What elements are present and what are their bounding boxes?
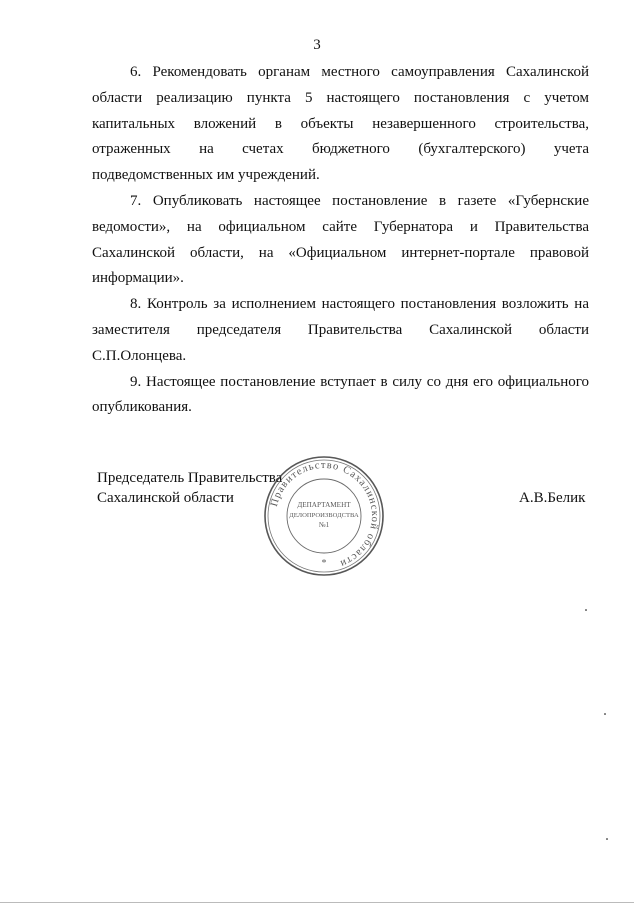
stamp-center-line3: №1 xyxy=(318,521,330,529)
scan-bottom-edge xyxy=(0,902,634,903)
page-number: 3 xyxy=(313,37,321,53)
signatory-position-line1: Председатель Правительства xyxy=(97,470,283,486)
scan-artifact-dot xyxy=(585,609,587,611)
paragraph-8: 8. Контроль за исполнением настоящего постановления возложить на заместителя председателя Правительства Сахалинской области С.П.Олонцева. xyxy=(92,296,589,364)
stamp-center-line1: ДЕПАРТАМЕНТ xyxy=(297,501,351,509)
stamp-ring-text: Правительство Сахалинской области xyxy=(268,459,381,570)
document-body xyxy=(92,60,589,421)
stamp-center-line2: ДЕЛОПРОИЗВОДСТВА xyxy=(289,512,359,519)
paragraph-6: 6. Рекомендовать органам местного самоуправления Сахалинской области реализацию пункта 5 настоящего постановления с учетом капитальных вложений в объекты незавершенного строительства, отраженных на счетах бюджетного (бухгалтерского) учета подведомственных им учреждений. xyxy=(92,64,589,184)
paragraph-7: 7. Опубликовать настоящее постановление в газете «Губернские ведомости», на официальном сайте Губернатора и Правительства Сахалинской области, на «Официальном интернет-портале правовой информации». xyxy=(92,192,589,287)
signatory-position xyxy=(97,468,282,508)
paragraph-9: 9. Настоящее постановление вступает в силу со дня его официального опубликования. xyxy=(92,373,589,416)
stamp-star: * xyxy=(321,558,327,569)
scan-artifact-dot xyxy=(604,713,606,715)
official-seal-stamp xyxy=(262,454,386,578)
signatory-position-line2: Сахалинской области xyxy=(97,490,234,506)
signatory-name: А.В.Белик xyxy=(519,490,586,506)
scan-artifact-dot xyxy=(606,838,608,840)
